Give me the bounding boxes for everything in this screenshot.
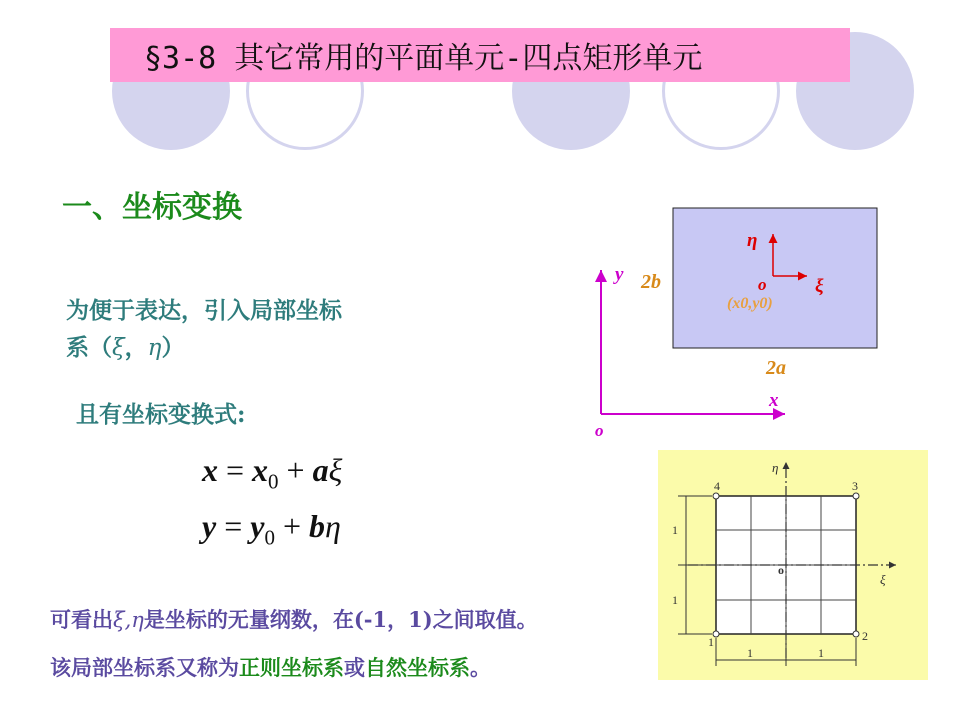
local-origin-label: o bbox=[758, 275, 767, 294]
eta-label: η bbox=[747, 230, 758, 251]
origin-label: o bbox=[778, 563, 784, 577]
global-y-label: y bbox=[615, 264, 624, 285]
equation-y: $y = y_0 + b\eta$ bbox=[202, 508, 341, 550]
node-label-4: 4 bbox=[714, 479, 720, 493]
dimension-label-v-1: 1 bbox=[672, 523, 678, 537]
global-origin-label: o bbox=[595, 421, 604, 440]
node-label-1: 1 bbox=[708, 635, 714, 649]
xi-label: ξ bbox=[880, 572, 886, 587]
intro-line-1: 为便于表达，引入局部坐标 bbox=[66, 297, 342, 324]
global-coordinate-figure bbox=[585, 200, 895, 445]
natural-coordinate-figure bbox=[658, 450, 928, 680]
global-x-label: x bbox=[769, 390, 779, 411]
intro-text bbox=[66, 292, 486, 367]
title-bar bbox=[110, 28, 850, 82]
node-4 bbox=[713, 493, 719, 499]
node-2 bbox=[853, 631, 859, 637]
node-3 bbox=[853, 493, 859, 499]
dimension-label-v-2: 1 bbox=[672, 593, 678, 607]
section-heading: 一、坐标变换 bbox=[62, 190, 242, 225]
note-line-2: 该局部坐标系又称为正则坐标系或自然坐标系。 bbox=[50, 655, 491, 680]
eta-symbol: η bbox=[147, 335, 162, 361]
xi-label: ξ bbox=[815, 276, 824, 297]
node-label-2: 2 bbox=[862, 629, 868, 643]
page-title: §3-8 其它常用的平面单元-四点矩形单元 bbox=[144, 41, 703, 76]
center-coordinates-label: (x0,y0) bbox=[727, 295, 773, 312]
height-label: 2b bbox=[641, 271, 661, 293]
eta-label: η bbox=[772, 460, 779, 475]
intro-line-2: 系（ξ，η） bbox=[66, 334, 185, 361]
element-rectangle bbox=[673, 208, 877, 348]
xi-symbol: ξ bbox=[112, 335, 125, 361]
dimension-label-h-2: 1 bbox=[818, 646, 824, 660]
width-label: 2a bbox=[766, 357, 786, 379]
node-label-3: 3 bbox=[852, 479, 858, 493]
equation-x: $x = x_0 + a\xi$ bbox=[202, 452, 343, 494]
dimension-label-h-1: 1 bbox=[747, 646, 753, 660]
note-line-1: 可看出ξ,η是坐标的无量纲数，在(-1，1)之间取值。 bbox=[50, 607, 538, 632]
transform-label: 且有坐标变换式: bbox=[76, 401, 246, 428]
